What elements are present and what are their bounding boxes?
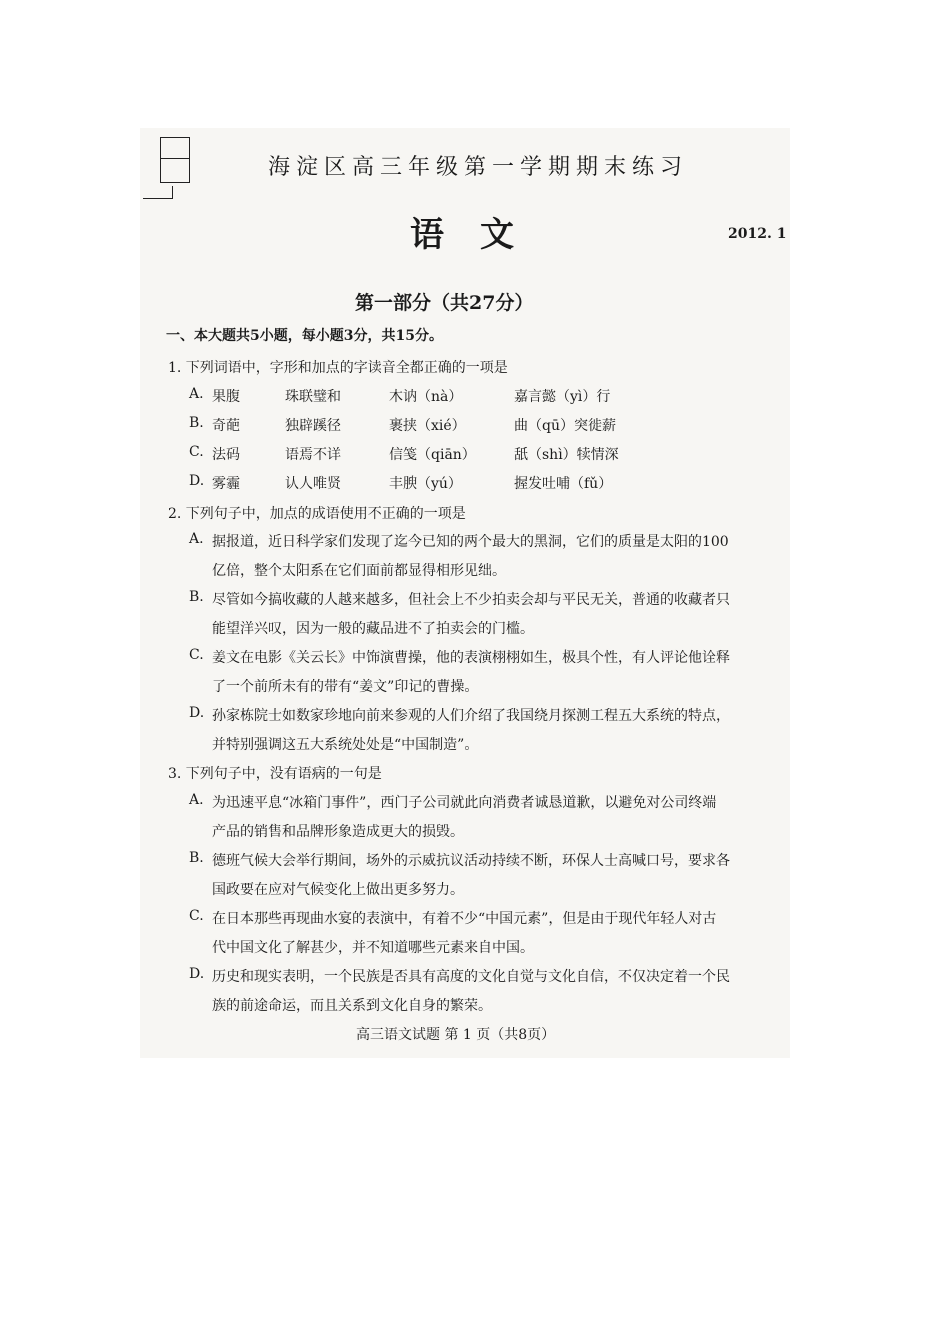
option-cell: 信笺（qiān）: [389, 447, 476, 463]
question-1-stem: 1. 下列词语中，字形和加点的字读音全都正确的一项是: [168, 360, 508, 376]
exam-title: 海淀区高三年级第一学期期末练习: [268, 155, 689, 180]
option-text-line: 能望洋兴叹，因为一般的藏品进不了拍卖会的门槛。: [212, 621, 534, 637]
option-cell: 语焉不详: [285, 447, 341, 463]
option-text-line: 代中国文化了解甚少，并不知道哪些元素来自中国。: [212, 940, 534, 956]
option-label: D.: [189, 966, 205, 982]
section-heading: 一、本大题共5小题，每小题3分，共15分。: [166, 328, 443, 344]
option-label: B.: [189, 415, 204, 431]
option-cell: 裹挟（xié）: [389, 418, 466, 434]
option-cell: 握发吐哺（fǔ）: [514, 476, 613, 492]
seal-box: [160, 137, 190, 183]
option-label: D.: [189, 705, 205, 721]
subject-title: 语文: [410, 215, 550, 255]
option-label: A.: [189, 792, 204, 808]
option-cell: 果腹: [212, 389, 240, 405]
option-label: D.: [189, 473, 205, 489]
option-cell: 认人唯贤: [285, 476, 341, 492]
question-3-stem: 3. 下列句子中，没有语病的一句是: [168, 766, 382, 782]
option-label: A.: [189, 386, 204, 402]
option-text-line: 亿倍，整个太阳系在它们面前都显得相形见绌。: [212, 563, 506, 579]
option-label: B.: [189, 589, 204, 605]
option-text-line: 尽管如今搞收藏的人越来越多，但社会上不少拍卖会却与平民无关，普通的收藏者只: [212, 592, 730, 608]
option-text-line: 了一个前所未有的带有“姜文”印记的曹操。: [212, 679, 479, 695]
option-text-line: 产品的销售和品牌形象造成更大的损毁。: [212, 824, 464, 840]
seal-tick: [172, 186, 173, 198]
page-footer: 高三语文试题 第 1 页（共8页）: [356, 1027, 556, 1043]
option-cell: 雾霾: [212, 476, 240, 492]
option-cell: 奇葩: [212, 418, 240, 434]
option-label: C.: [189, 647, 204, 663]
option-cell: 丰腴（yú）: [389, 476, 462, 492]
option-text-line: 族的前途命运，而且关系到文化自身的繁荣。: [212, 998, 492, 1014]
option-cell: 舐（shì）犊情深: [514, 447, 619, 463]
option-cell: 珠联璧和: [285, 389, 341, 405]
option-text-line: 据报道，近日科学家们发现了迄今已知的两个最大的黑洞，它们的质量是太阳的100: [212, 534, 729, 550]
option-cell: 独辟蹊径: [285, 418, 341, 434]
option-text-line: 孙家栋院士如数家珍地向前来参观的人们介绍了我国绕月探测工程五大系统的特点，: [212, 708, 730, 724]
option-text-line: 国政要在应对气候变化上做出更多努力。: [212, 882, 464, 898]
option-cell: 嘉言懿（yì）行: [514, 389, 611, 405]
option-label: C.: [189, 444, 204, 460]
question-2-stem: 2. 下列句子中，加点的成语使用不正确的一项是: [168, 506, 466, 522]
option-label: C.: [189, 908, 204, 924]
exam-date: 2012. 1: [728, 226, 787, 242]
option-text-line: 德班气候大会举行期间，场外的示威抗议活动持续不断，环保人士高喊口号，要求各: [212, 853, 730, 869]
option-label: B.: [189, 850, 204, 866]
option-text-line: 并特别强调这五大系统处处是“中国制造”。: [212, 737, 479, 753]
option-text-line: 在日本那些再现曲水宴的表演中，有着不少“中国元素”，但是由于现代年轻人对古: [212, 911, 717, 927]
option-label: A.: [189, 531, 204, 547]
seal-line: [143, 198, 173, 199]
part-title: 第一部分（共27分）: [355, 292, 534, 314]
option-cell: 木讷（nà）: [389, 389, 463, 405]
option-cell: 曲（qū）突徙薪: [514, 418, 616, 434]
option-text-line: 历史和现实表明，一个民族是否具有高度的文化自觉与文化自信，不仅决定着一个民: [212, 969, 730, 985]
option-text-line: 为迅速平息“冰箱门事件”，西门子公司就此向消费者诚恳道歉，以避免对公司终端: [212, 795, 717, 811]
option-cell: 法码: [212, 447, 240, 463]
option-text-line: 姜文在电影《关云长》中饰演曹操，他的表演栩栩如生，极具个性，有人评论他诠释: [212, 650, 730, 666]
